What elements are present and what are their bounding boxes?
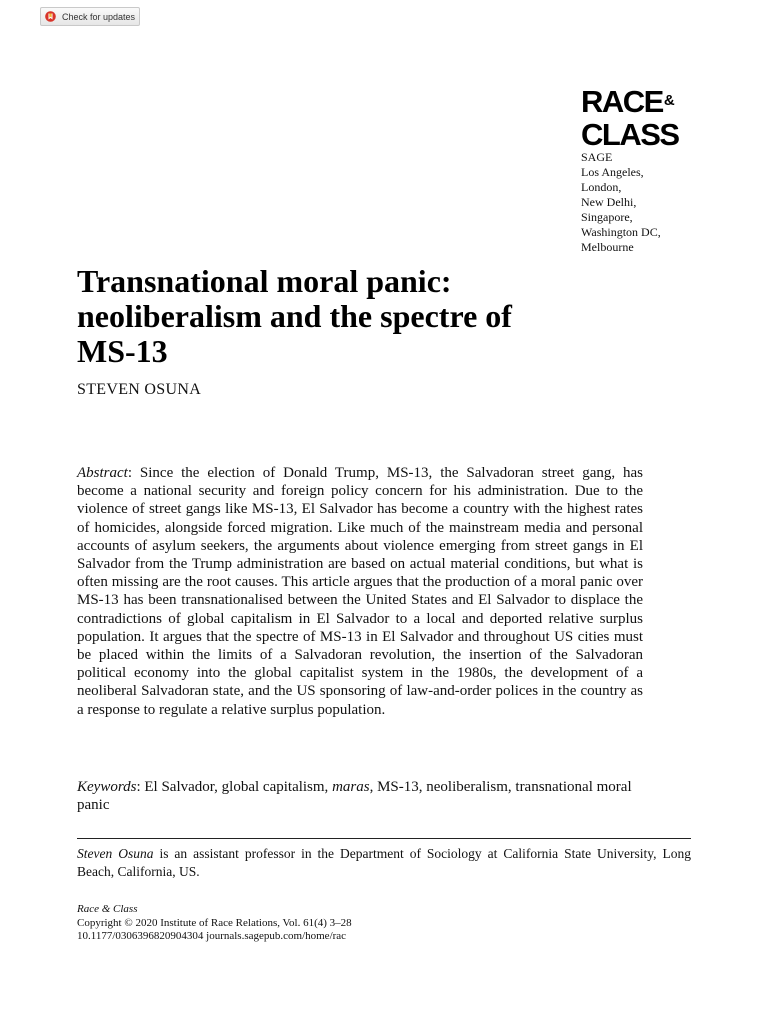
- footer-journal-name: Race & Class: [77, 903, 138, 915]
- title-line: neoliberalism and the spectre of: [77, 298, 512, 334]
- bio-author-name: Steven Osuna: [77, 846, 154, 861]
- bio-text: is an assistant professor in the Department of Sociology at California State University, Long Beach, California, US.: [77, 846, 692, 879]
- check-for-updates-button[interactable]: [40, 7, 140, 26]
- publisher-line: Washington DC,: [581, 225, 661, 239]
- journal-logo: [581, 84, 701, 152]
- bookmark-icon: [45, 11, 56, 22]
- publisher-line: Los Angeles,: [581, 165, 644, 179]
- article-author: STEVEN OSUNA: [77, 381, 202, 398]
- keywords: Keywords: El Salvador, global capitalism, maras, MS-13, neoliberalism, transnational moral panic: [77, 779, 632, 814]
- abstract: [77, 464, 643, 719]
- keyword-italic: maras: [332, 779, 370, 795]
- publisher-line: Singapore,: [581, 210, 633, 224]
- check-for-updates-label: Check for updates: [62, 11, 136, 22]
- divider: [77, 838, 691, 839]
- abstract-text: : Since the election of Donald Trump, MS-13, the Salvadoran street gang, has become a national security and foreign policy concern for his administration. Due to the violence of street gangs like MS-13, El Salvador has become a country with the highest rates of homicides, alongside forced migration. Like much of the mainstream media and personal accounts of asylum seekers, the arguments about violence emerging from street gangs in El Salvador from the Trump administration are based on actual material conditions, but what is often missing are the root causes. This article argues that the production of a moral panic over MS-13 has been transnationalised between the United States and El Salvador to displace the contradictions of global capitalism in El Salvador to a local and deported relative surplus population. It argues that the spectre of MS-13 in El Salvador and throughout US cities must be placed within the limits of a Salvadoran revolution, the insertion of the Salvadoran political economy into the global capitalist system in the 1980s, the development of a neoliberal Salvadoran state, and the US sponsoring of law-and-order polices in the country as a response to regulate a relative surplus population.: [77, 465, 643, 718]
- article-title: [77, 264, 637, 369]
- logo-line-race: RACE&: [581, 84, 675, 119]
- title-line: Transnational moral panic:: [77, 263, 452, 299]
- footer-copyright: Copyright © 2020 Institute of Race Relations, Vol. 61(4) 3–28: [77, 916, 352, 929]
- title-line: MS-13: [77, 333, 168, 369]
- keywords-label: Keywords: [77, 779, 137, 795]
- logo-line-class: CLASS: [581, 117, 679, 152]
- journal-footer: [77, 903, 352, 944]
- publisher-line: London,: [581, 180, 622, 194]
- abstract-label: Abstract: [77, 465, 128, 481]
- publisher-line: Melbourne: [581, 240, 634, 254]
- publisher-line: SAGE: [581, 150, 613, 164]
- footer-doi: 10.1177/0306396820904304 journals.sagepub.com/home/rac: [77, 930, 347, 942]
- publisher-line: New Delhi,: [581, 195, 637, 209]
- publisher-locations: [581, 150, 661, 255]
- author-bio: [77, 845, 691, 880]
